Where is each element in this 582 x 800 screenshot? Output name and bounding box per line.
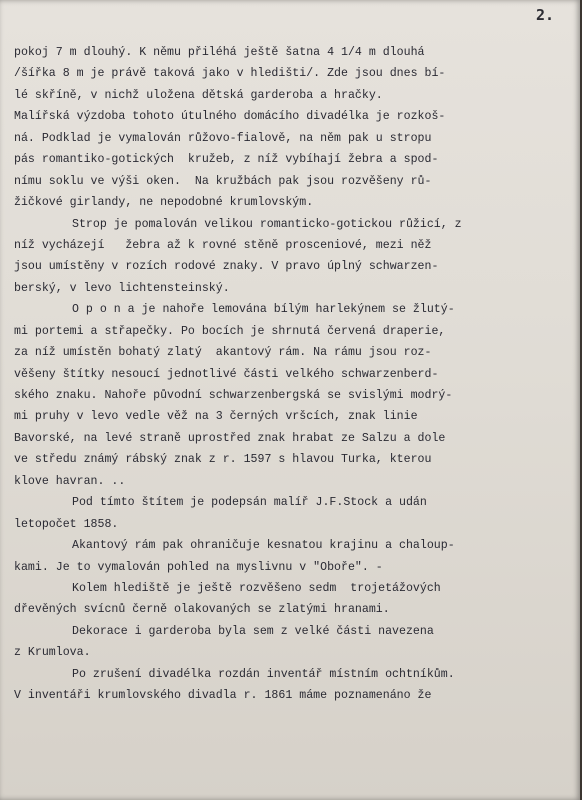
- text-line: mi portemi a střapečky. Po bocích je shrnutá červená draperie,: [14, 324, 446, 338]
- text-line: pokoj 7 m dlouhý. K němu přiléhá ještě šatna 4 1/4 m dlouhá: [14, 46, 425, 59]
- text-line: Bavorské, na levé straně uprostřed znak hrabat ze Salzu a dole: [14, 431, 446, 445]
- text-line: ského znaku. Nahoře původní schwarzenbergská se svislými modrý-: [14, 389, 453, 402]
- text-line: lé skříně, v nichž uložena dětská garderoba a hračky.: [14, 88, 383, 102]
- text-line: O p o n a je nahoře lemována bílým harlekýnem se žlutý-: [72, 303, 455, 317]
- text-line: žičkové girlandy, ne nepodobné krumlovským.: [14, 196, 314, 210]
- text-line: mi pruhy v levo vedle věž na 3 černých vršcích, znak linie: [14, 410, 418, 424]
- text-line: dřevěných svícnů černě olakovaných se zlatými hranami.: [14, 603, 390, 617]
- page-number: 2.: [535, 6, 554, 24]
- page-text: [14, 42, 574, 707]
- text-line: Po zrušení divadélka rozdán inventář místním ochtníkům.: [72, 667, 455, 681]
- text-line: berský, v levo lichtensteinský.: [14, 281, 230, 295]
- text-line: níž vycházejí žebra až k rovné stěně prosceniové, mezi něž: [14, 238, 432, 252]
- text-line: klove havran. ..: [14, 474, 126, 488]
- text-line: Strop je pomalován velikou romanticko-gotickou růžicí, z: [72, 217, 462, 231]
- text-line: kami. Je to vymalován pohled na myslivnu v "Oboře". -: [14, 560, 383, 574]
- text-line: Pod tímto štítem je podepsán malíř J.F.Stock a udán: [72, 496, 427, 510]
- text-line: věšeny štítky nesoucí jednotlivé části velkého schwarzenberd-: [14, 367, 439, 381]
- text-line: pás romantiko-gotických kružeb, z níž vybíhají žebra a spod-: [14, 153, 439, 167]
- text-line: letopočet 1858.: [14, 517, 119, 531]
- text-line: ve středu známý rábský znak z r. 1597 s hlavou Turka, kterou: [14, 453, 432, 467]
- text-line: /šířka 8 m je právě taková jako v hledišti/. Zde jsou dnes bí-: [14, 67, 446, 81]
- text-line: V inventáři krumlovského divadla r. 1861 máme poznamenáno že: [14, 689, 432, 703]
- text-line: Akantový rám pak ohraničuje kesnatou krajinu a chaloup-: [72, 539, 455, 553]
- text-line: z Krumlova.: [14, 646, 91, 660]
- text-line: za níž umístěn bohatý zlatý akantový rám. Na rámu jsou roz-: [14, 346, 432, 360]
- text-line: ná. Podklad je vymalován růžovo-fialově, na něm pak u stropu: [14, 131, 432, 145]
- text-line: jsou umístěny v rozích rodové znaky. V pravo úplný schwarzen-: [14, 260, 439, 274]
- text-line: nímu soklu ve výši oken. Na kružbách pak jsou rozvěšeny rů-: [14, 174, 432, 188]
- text-line: Dekorace i garderoba byla sem z velké části navezena: [72, 624, 434, 638]
- text-line: Malířská výzdoba tohoto útulného domácího divadélka je rozkoš-: [14, 110, 446, 124]
- text-line: Kolem hlediště je ještě rozvěšeno sedm trojetážových: [72, 581, 441, 595]
